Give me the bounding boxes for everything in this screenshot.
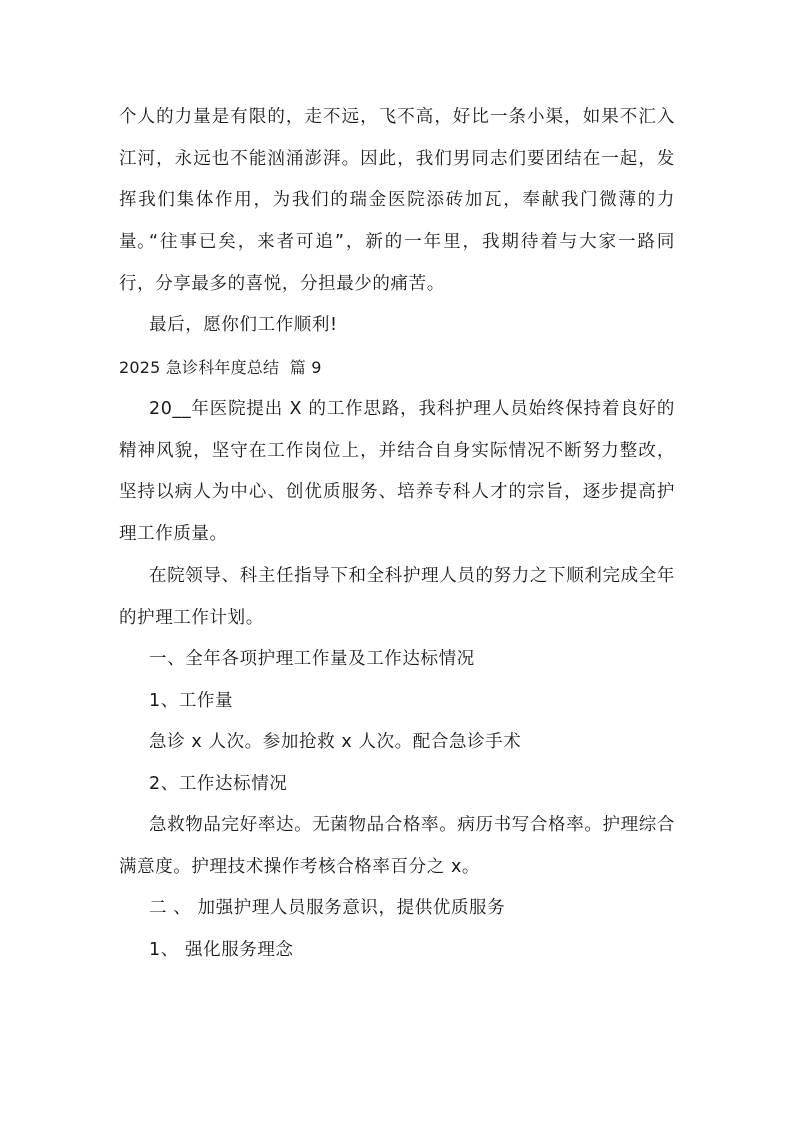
paragraph-closing-wish: 最后，愿你们工作顺利!	[149, 315, 338, 335]
paragraph-emergency-counts: 急诊 x 人次。参加抢救 x 人次。配合急诊手术	[149, 732, 522, 752]
paragraph-plan-completed: 在院领导、科主任指导下和全科护理人员的努力之下顺利完成全年的护理工作计划。	[119, 566, 675, 628]
list-item-service-concept: 1、 强化服务理念	[149, 940, 294, 960]
list-item-standards: 2、工作达标情况	[149, 774, 288, 794]
paragraph-looking-forward: “往事已矣，来者可追”，新的一年里，我期待着与大家一路同行，分享最多的喜悦，分担最少的痛苦。	[119, 232, 675, 294]
section-heading: 2025 急诊科年度总结 篇 9	[119, 358, 322, 377]
paragraph-quality-rates: 急救物品完好率达。无菌物品合格率。病历书写合格率。护理综合满意度。护理技术操作考核合格率百分之 x。	[119, 815, 675, 877]
list-item-workload: 1、工作量	[149, 691, 234, 711]
paragraph-work-approach: 20__年医院提出 X 的工作思路，我科护理人员始终保持着良好的精神风貌，坚守在工作岗位上，并结合自身实际情况不断努力整改，坚持以病人为中心、创优质服务、培养专科人才的宗旨，逐步提高护理工作质量。	[119, 399, 675, 544]
list-heading-service-awareness: 二 、 加强护理人员服务意识，提供优质服务	[149, 898, 506, 918]
paragraph-collective-strength: 个人的力量是有限的，走不远，飞不高，好比一条小渠，如果不汇入江河，永远也不能汹涌澎湃。因此，我们男同志们要团结在一起，发挥我们集体作用，为我们的瑞金医院添砖加瓦，奉献我门微薄的力量。	[119, 107, 675, 252]
list-heading-workload-standards: 一、全年各项护理工作量及工作达标情况	[149, 649, 475, 669]
